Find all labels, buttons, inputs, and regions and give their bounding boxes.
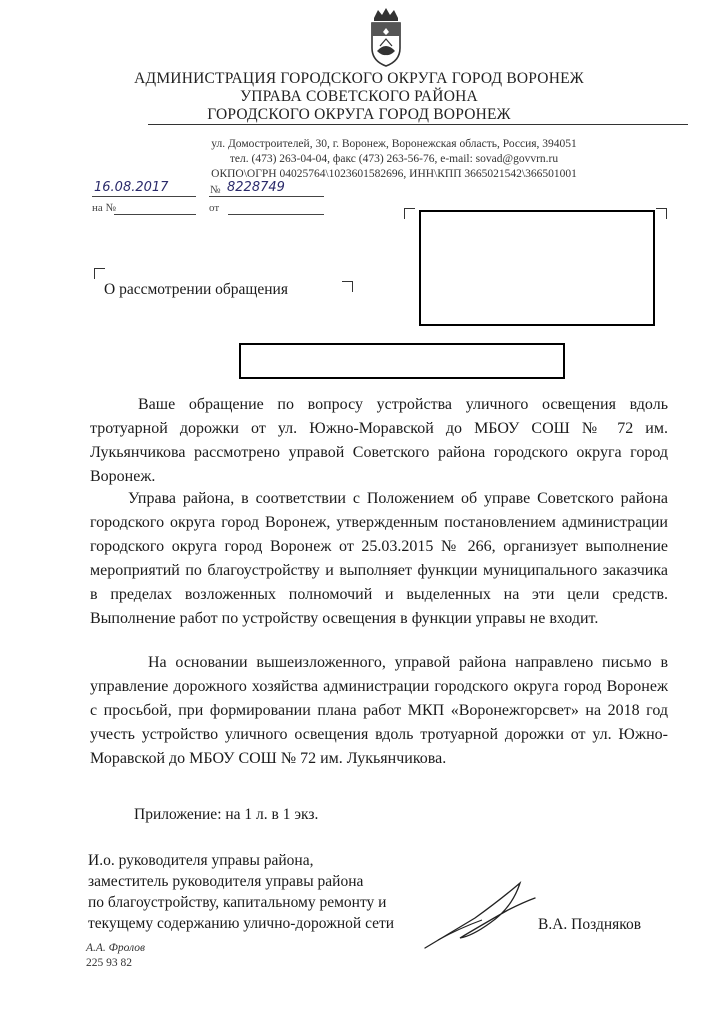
executor-phone: 225 93 82 — [86, 957, 132, 969]
addressee-corner-right — [656, 208, 667, 219]
subject-line: О рассмотрении обращения — [104, 281, 288, 298]
date-underline — [92, 196, 196, 197]
header-divider — [148, 124, 688, 125]
address-registry-codes: ОКПО\ОГРН 04025764\1023601582696, ИНН\КПП 3665021542\366501001 — [211, 168, 577, 180]
header-administration: АДМИНИСТРАЦИЯ ГОРОДСКОГО ОКРУГА ГОРОД ВОРОНЕЖ — [134, 70, 584, 87]
outgoing-date: 16.08.2017 — [94, 180, 169, 195]
body-paragraph-2: Управа района, в соответствии с Положением об управе Советского района городского округа город Воронеж, утвержденным постановлением администрации городского округа город Воронеж от 25.03.2015 № 266, организует выполнение мероприятий по благоустройству и выполняет функции муниципального заказчика в пределах возложенных полномочий и выделенных на эти цели средств. Выполнение работ по устройству освещения в функции управы не входит. — [90, 490, 668, 627]
outgoing-number: 8228749 — [227, 180, 285, 195]
number-underline — [209, 196, 324, 197]
body-paragraph-1: Ваше обращение по вопросу устройства уличного освещения вдоль тротуарной дорожки от ул. Южно-Моравской до МБОУ СОШ № 72 им. Лукьянчикова рассмотрено управой Советского района городского округа город Воронеж. — [90, 396, 668, 485]
signatory-title-line-1: И.о. руководителя управы района, — [88, 852, 314, 869]
subject-corner-right — [342, 281, 353, 292]
header-department: УПРАВА СОВЕТСКОГО РАЙОНА — [240, 88, 478, 105]
reference-number-underline — [114, 214, 196, 215]
reference-date-underline — [228, 214, 324, 215]
signatory-title-line-4: текущему содержанию улично-дорожной сети — [88, 915, 395, 932]
address-contacts: тел. (473) 263-04-04, факс (473) 263-56-76, e-mail: sovad@govvrn.ru — [229, 153, 559, 165]
signer-name: В.А. Поздняков — [538, 916, 642, 933]
signatory-title-line-3: по благоустройству, капитальному ремонту и — [88, 894, 387, 911]
redacted-addressee-box — [419, 210, 655, 326]
subject-corner-left — [94, 268, 105, 279]
reference-date-label: от — [209, 202, 220, 214]
executor-name: А.А. Фролов — [86, 942, 146, 954]
coat-of-arms-icon — [368, 6, 404, 68]
handwritten-signature — [420, 878, 540, 953]
body-paragraph-3: На основании вышеизложенного, управой района направлено письмо в управление дорожного хозяйства администрации городского округа город Воронеж с просьбой, при формировании плана работ МКП «Воронежгорсвет» на 2018 год учесть устройство уличного освещения вдоль тротуарной дорожки от ул. Южно-Моравской до МБОУ СОШ № 72 им. Лукьянчикова. — [90, 654, 668, 767]
number-symbol: № — [210, 184, 221, 196]
redacted-salutation-box — [239, 343, 565, 379]
attachment-note: Приложение: на 1 л. в 1 экз. — [134, 806, 319, 823]
reference-number-label: на № — [92, 202, 117, 214]
addressee-corner-left — [404, 208, 415, 219]
signatory-title-line-2: заместитель руководителя управы района — [88, 873, 364, 890]
address-street: ул. Домостроителей, 30, г. Воронеж, Воронежская область, Россия, 394051 — [211, 138, 577, 150]
header-city-district: ГОРОДСКОГО ОКРУГА ГОРОД ВОРОНЕЖ — [207, 106, 511, 123]
